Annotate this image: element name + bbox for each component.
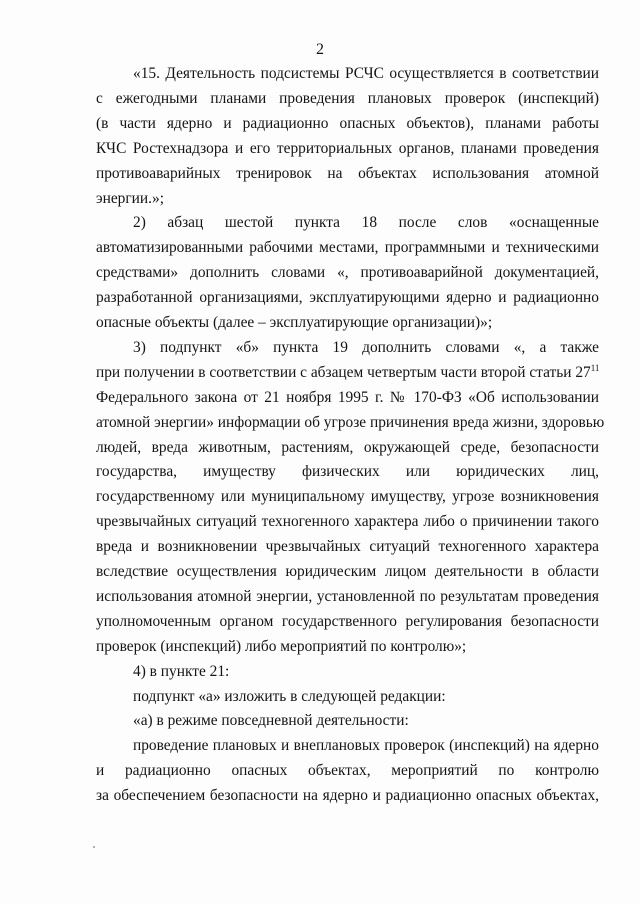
text-line — [96, 286, 599, 310]
text-line — [96, 411, 605, 435]
text-line — [96, 560, 599, 584]
text-line — [133, 336, 599, 360]
text-line — [96, 460, 599, 484]
text-line — [96, 759, 599, 783]
text-line-content: проверок (инспекций) либо мероприятий по контролю»; — [96, 637, 467, 655]
text-line-content: противоаварийных тренировок на объектах использования атомной — [96, 164, 599, 182]
text-line — [96, 386, 599, 410]
text-line — [96, 784, 599, 808]
text-line-content: автоматизированными рабочими местами, программными и техническими — [96, 239, 599, 257]
text-line — [96, 261, 599, 285]
text-line-content: и радиационно опасных объектах, мероприятий по контролю — [96, 762, 599, 780]
text-line — [96, 236, 599, 260]
text-line-content: Федерального закона от 21 ноября 1995 г. № 170-ФЗ «Об использовании — [96, 388, 599, 406]
text-line — [96, 162, 599, 186]
text-line-content: с ежегодными планами проведения плановых проверок (инспекций) — [96, 89, 599, 107]
text-line-content: атомной энергии» информации об угрозе причинения вреда жизни, здоровью — [96, 413, 605, 431]
text-line-content: людей, вреда животным, растениям, окружающей среде, безопасности — [96, 438, 599, 456]
text-line-content: (в части ядерно и радиационно опасных объектов), планами работы — [96, 114, 599, 132]
text-line-content: уполномоченным органом государственного регулирования безопасности — [96, 612, 599, 630]
text-line-content: 3) подпункт «б» пункта 19 дополнить словами «, а также — [133, 338, 599, 356]
text-line — [133, 62, 599, 86]
text-line — [133, 709, 599, 733]
text-line-content: при получении в соответствии с абзацем четвертым части второй статьи 27 — [96, 363, 591, 381]
text-line — [96, 635, 599, 659]
text-line-content: вреда и возникновении чрезвычайных ситуаций техногенного характера — [96, 538, 599, 556]
superscript: 11 — [590, 362, 600, 373]
text-line-content: вследствие осуществления юридическим лицом деятельности в области — [96, 563, 599, 580]
text-line-content: проведение плановых и внеплановых проверок (инспекций) на ядерно — [133, 737, 599, 755]
text-line — [96, 311, 599, 335]
text-line-content: использования атомной энергии, установленной по результатам проведения — [96, 587, 599, 605]
text-line-content: разработанной организациями, эксплуатирующими ядерно и радиационно — [96, 289, 599, 307]
text-line-content: опасные объекты (далее – эксплуатирующие организации)»; — [96, 314, 493, 331]
text-line-content: 2) абзац шестой пункта 18 после слов «оснащенные — [133, 214, 599, 232]
text-line — [96, 87, 599, 111]
text-line — [96, 585, 599, 609]
text-line — [96, 137, 599, 161]
text-line-content: государственному или муниципальному имуществу, угрозе возникновения — [96, 488, 599, 506]
text-line — [96, 361, 599, 385]
text-line — [96, 436, 599, 460]
text-line — [133, 734, 599, 758]
text-line — [96, 112, 599, 136]
text-line — [133, 211, 599, 235]
text-line-content: КЧС Ростехнадзора и его территориальных органов, планами проведения — [96, 139, 599, 157]
page-number: 2 — [316, 41, 324, 58]
text-line-content: «а) в режиме повседневной деятельности: — [133, 712, 409, 730]
text-line — [96, 187, 599, 211]
text-line — [133, 685, 599, 709]
scan-artifact — [93, 846, 95, 848]
text-line-content: за обеспечением безопасности на ядерно и радиационно опасных объектах, — [96, 787, 599, 805]
text-line-content: энергии.»; — [96, 189, 164, 207]
text-line — [96, 535, 599, 559]
text-line — [96, 510, 599, 534]
text-line-content: 4) в пункте 21: — [133, 662, 230, 680]
text-line-content: «15. Деятельность подсистемы РСЧС осуществляется в соответствии — [133, 65, 599, 82]
text-line-content: государства, имуществу физических или юридических лиц, — [96, 463, 599, 481]
text-line-content: чрезвычайных ситуаций техногенного характера либо о причинении такого — [96, 513, 599, 531]
text-line-content: подпункт «а» изложить в следующей редакции: — [133, 687, 446, 705]
text-line-content: средствами» дополнить словами «, противоаварийной документацией, — [96, 264, 599, 282]
text-line — [96, 610, 599, 634]
text-line — [133, 660, 599, 684]
text-line — [96, 485, 599, 509]
